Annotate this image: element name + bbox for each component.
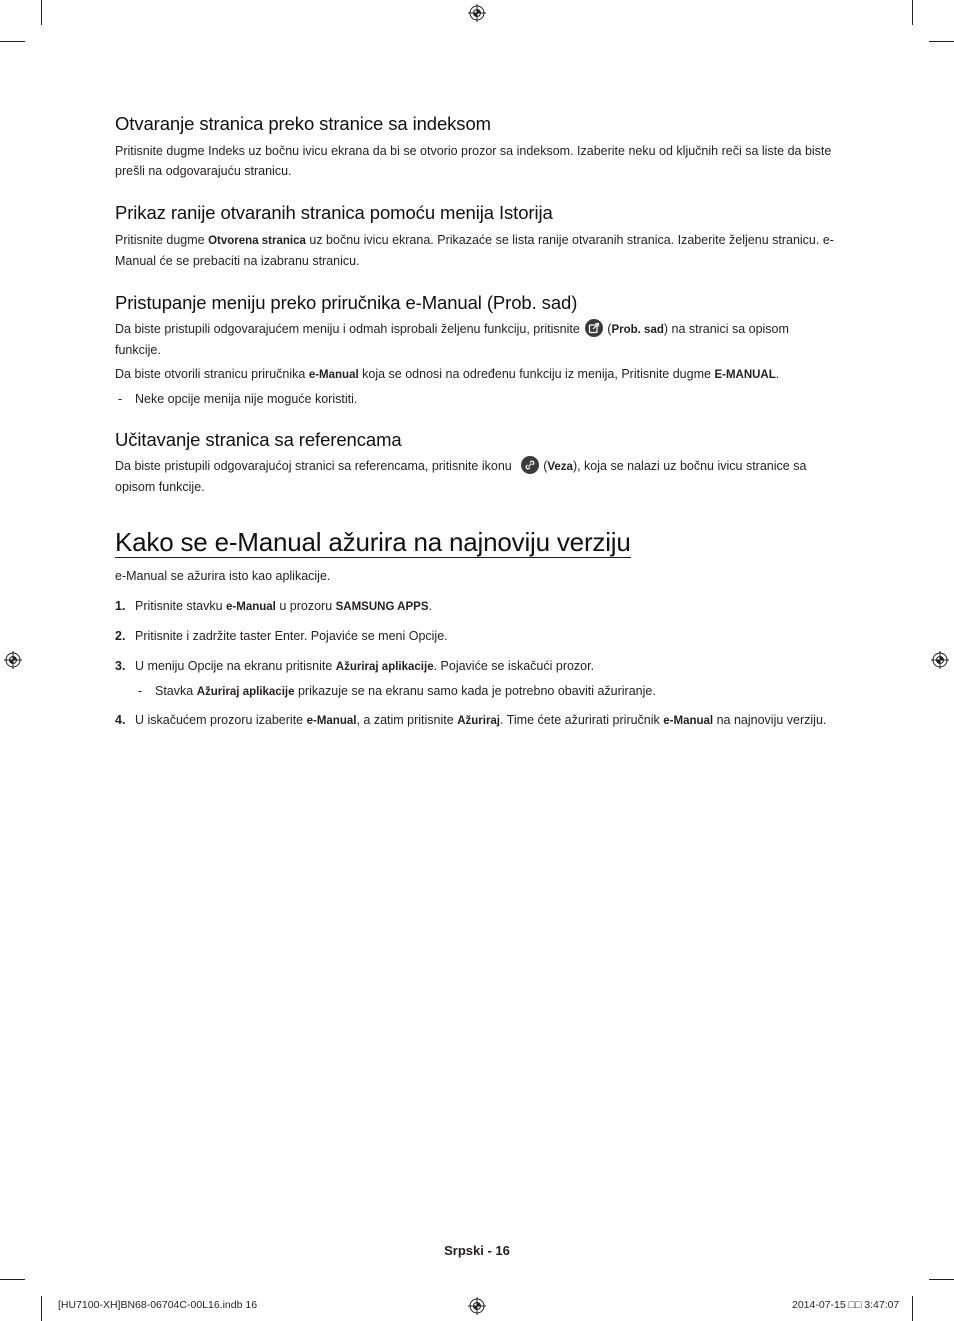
note: - Stavka Ažuriraj aplikacije prikazuje se na ekranu samo kada je potrebno obaviti ažuriranje.: [138, 684, 656, 698]
main-heading-wrap: [115, 527, 835, 558]
section-paragraph: Da biste pristupili odgovarajućoj stranici sa referencama, pritisnite ikonu (Veza), koja se nalazi uz bočnu ivicu stranice sa opisom funkcije.: [115, 456, 835, 497]
crop-mark: [0, 1279, 25, 1280]
step-item: 4. U iskačućem prozoru izaberite e-Manual, a zatim pritisnite Ažuriraj. Time ćete ažurirati priručnik e-Manual na najnoviju verziju.: [115, 712, 827, 727]
crop-mark: [929, 41, 954, 42]
crop-mark: [912, 1296, 913, 1321]
section-title: Prikaz ranije otvaranih stranica pomoću menija Istorija: [115, 202, 553, 223]
section-title: Otvaranje stranica preko stranice sa indeksom: [115, 113, 491, 134]
keyword: Otvorena stranica: [208, 235, 306, 247]
note: - Neke opcije menija nije moguće koristiti.: [118, 391, 358, 406]
keyword: e-Manual: [226, 600, 276, 613]
link-icon: [521, 456, 539, 474]
section-paragraph: Da biste pristupili odgovarajućem meniju i odmah isprobali željenu funkciju, pritisnite (Prob. sad) na stranici sa opisom funkcije.: [115, 319, 835, 360]
step-item: 3. U meniju Opcije na ekranu pritisnite Ažuriraj aplikacije. Pojaviće se iskačući prozor. - Stavka Ažuriraj aplikacije prikazuje se na ekranu samo kada je potrebno obaviti ažuriranje.: [115, 657, 835, 703]
section-paragraph: Da biste otvorili stranicu priručnika e-Manual koja se odnosi na određenu funkciju iz menija, Pritisnite dugme E-MANUAL.: [115, 367, 780, 381]
intro-paragraph: e-Manual se ažurira isto kao aplikacije.: [115, 569, 331, 583]
crop-mark: [912, 0, 913, 25]
crop-mark: [0, 41, 25, 42]
registration-mark-icon: [4, 651, 22, 669]
crop-mark: [41, 0, 42, 25]
keyword: Prob. sad: [611, 324, 664, 336]
step-item: 1. Pritisnite stavku e-Manual u prozoru SAMSUNG APPS.: [115, 598, 432, 613]
registration-mark-icon: [931, 651, 949, 669]
keyword: e-Manual: [663, 714, 714, 727]
registration-mark-icon: [468, 4, 486, 22]
crop-mark: [41, 1296, 42, 1321]
keyword: Ažuriraj aplikacije: [196, 686, 295, 698]
print-slug-right: 2014-07-15 □□ 3:47:07: [792, 1299, 900, 1311]
section-paragraph: Pritisnite dugme Otvorena stranica uz bočnu ivicu ekrana. Prikazaće se lista ranije otvaranih stranica. Izaberite željenu stranicu. e-Manual će se prebaciti na izabranu stranicu.: [115, 233, 834, 268]
step-item: 2. Pritisnite i zadržite taster Enter. Pojaviće se meni Opcije.: [115, 629, 448, 643]
registration-mark-icon: [468, 1297, 486, 1315]
try-now-icon: [585, 319, 603, 337]
keyword: Ažuriraj: [457, 714, 501, 727]
print-slug-left: [HU7100-XH]BN68-06704C-00L16.indb 16: [58, 1299, 258, 1311]
keyword: e-Manual: [306, 714, 357, 727]
page-content: [115, 112, 835, 731]
keyword: Ažuriraj aplikacije: [335, 660, 434, 673]
crop-mark: [929, 1279, 954, 1280]
keyword: E-MANUAL: [714, 369, 776, 381]
page-number: Srpski - 16: [444, 1243, 510, 1258]
section-paragraph: Pritisnite dugme Indeks uz bočnu ivicu ekrana da bi se otvorio prozor sa indeksom. Izaberite neku od ključnih reči sa liste da biste prešli na odgovarajuću stranicu.: [115, 144, 832, 178]
section-title: Učitavanje stranica sa referencama: [115, 429, 402, 450]
section-title: Pristupanje meniju preko priručnika e-Manual (Prob. sad): [115, 292, 578, 313]
keyword: SAMSUNG APPS: [335, 600, 429, 613]
keyword: e-Manual: [308, 369, 359, 381]
keyword: Veza: [547, 461, 573, 473]
page-title: Kako se e-Manual ažurira na najnoviju verziju: [115, 527, 631, 557]
